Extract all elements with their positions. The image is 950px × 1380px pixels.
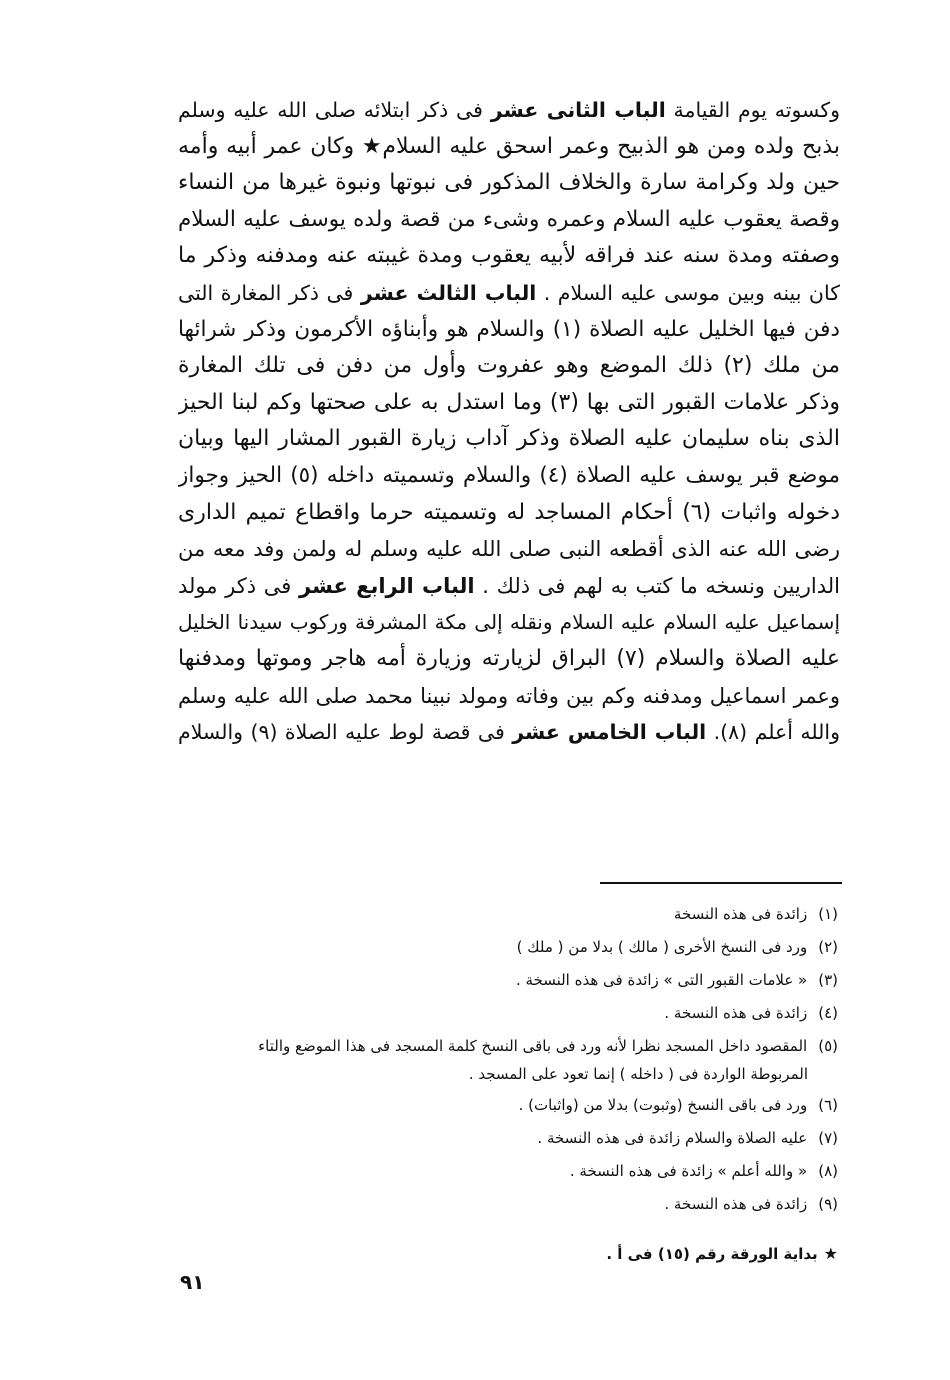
text-line: وعمر اسماعيل ومدفنه وكم بين وفاته ومولد نبينا محمد صلى الله عليه وسلم (178, 683, 840, 708)
footnote-number: (٤) (818, 1004, 838, 1022)
text-line: رضى الله عنه الذى أقطعه النبى صلى الله عليه وسلم له ولمن وفد معه من (178, 537, 840, 562)
footnote (178, 931, 838, 964)
footnote-text: ورد فى باقى النسخ (وثبوت) بدلا من (واثبات) . (518, 1096, 808, 1114)
page-number: ٩١ (180, 1270, 205, 1294)
footnote-number: (٣) (818, 971, 838, 989)
chapter-heading: الباب الخامس عشر (512, 720, 707, 745)
text-line: وذكر علامات القبور التى بها (٣) وما استدل به على صحتها وكم لبنا الحيز (178, 389, 840, 415)
text-line: عليه الصلاة والسلام (٧) البراق لزيارته وزيارة أمه هاجر وموتها ومدفنها (178, 645, 840, 671)
footnote (178, 1188, 838, 1221)
footnote-text: « والله أعلم » زائدة فى هذه النسخة . (569, 1162, 808, 1180)
footnote (178, 1030, 838, 1089)
folio-note-text: بداية الورقة رقم (١٥) فى أ . (606, 1245, 818, 1263)
star-icon: ★ (823, 1244, 838, 1263)
text-line: بذبح ولده ومن هو الذبيح وعمر اسحق عليه السلام★ وكان عمر أبيه وأمه (178, 133, 840, 159)
footnote-number: (٥) (818, 1037, 838, 1055)
footnote-number: (٦) (818, 1096, 838, 1114)
text-line: موضع قبر يوسف عليه الصلاة (٤) والسلام وتسميته داخله (٥) الحيز وجواز (178, 462, 840, 488)
text-line: والله أعلم (٨). الباب الخامس عشر فى قصة لوط عليه الصلاة (٩) والسلام (178, 720, 840, 745)
footnote-continuation: المربوطة الواردة فى ( داخله ) إنما تعود على المسجد . (468, 1065, 808, 1083)
chapter-heading: الباب الرابع عشر (299, 573, 475, 598)
footnote-number: (٩) (818, 1195, 838, 1213)
text-line: وقصة يعقوب عليه السلام وعمره وشىء من قصة ولده يوسف عليه السلام (178, 206, 840, 232)
footnote (178, 964, 838, 997)
chapter-heading: الباب الثالث عشر (360, 280, 537, 305)
text-line: الذى بناه سليمان عليه الصلاة وذكر آداب زيارة القبور المشار اليها وبيان (178, 426, 840, 452)
footnote-text: « علامات القبور التى » زائدة فى هذه النسخة . (515, 971, 808, 989)
text-line: دفن فيها الخليل عليه الصلاة (١) والسلام هو وأبناؤه الأكرمون وذكر شرائها (178, 316, 840, 342)
text-line: وكسوته يوم القيامة الباب الثانى عشر فى ذكر ابتلائه صلى الله عليه وسلم (178, 98, 840, 122)
footnote-number: (٢) (818, 938, 838, 956)
main-text (178, 92, 840, 751)
footnote-text: زائدة فى هذه النسخة (673, 905, 808, 923)
footnote (178, 1089, 838, 1122)
chapter-heading: الباب الثانى عشر (490, 98, 666, 122)
footnote (178, 1155, 838, 1188)
footnote-number: (١) (818, 905, 838, 923)
text-line: دخوله واثبات (٦) أحكام المساجد له وتسميته حرما واقطاع تميم الدارى (178, 499, 840, 525)
footnote (178, 997, 838, 1030)
footnote-text: زائدة فى هذه النسخة . (664, 1004, 808, 1022)
footnote-text: ورد فى النسخ الأخرى ( مالك ) بدلا من ( ملك ) (516, 938, 808, 956)
footnote-number: (٧) (818, 1129, 838, 1147)
footnote-text: زائدة فى هذه النسخة . (664, 1195, 808, 1213)
footnote (178, 898, 838, 931)
footnote (178, 1122, 838, 1155)
manuscript-folio-note (178, 1244, 838, 1263)
footnote-text: عليه الصلاة والسلام زائدة فى هذه النسخة . (537, 1129, 808, 1147)
footnote-divider (600, 882, 842, 884)
text-line: الداريين ونسخه ما كتب به لهم فى ذلك . الباب الرابع عشر فى ذكر مولد (178, 573, 840, 598)
text-line: إسماعيل عليه السلام عليه السلام ونقله إلى مكة المشرفة وركوب سيدنا الخليل (178, 610, 840, 635)
footnotes-list (178, 898, 838, 1221)
text-line: كان بينه وبين موسى عليه السلام . الباب الثالث عشر فى ذكر المغارة التى (178, 280, 840, 305)
footnote-number: (٨) (818, 1162, 838, 1180)
text-line: من ملك (٢) ذلك الموضع وهو عفروت وأول من دفن فى تلك المغارة (178, 353, 840, 379)
text-line: وصفته ومدة سنه عند فراقه لأبيه يعقوب ومدة غيبته عنه ومدفنه وذكر ما (178, 243, 840, 269)
footnote-text: المقصود داخل المسجد نظرا لأنه ورد فى باقى النسخ كلمة المسجد فى هذا الموضع والتاء (258, 1037, 808, 1055)
text-line: حين ولد وكرامة سارة والخلاف المذكور فى نبوتها ونبوة غيرها من النساء (178, 170, 840, 196)
